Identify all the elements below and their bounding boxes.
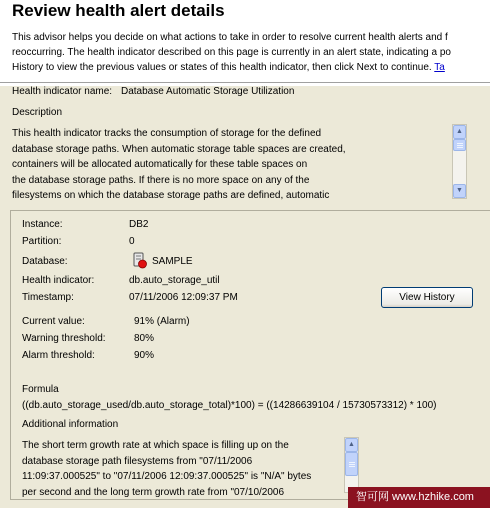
description-text <box>12 126 442 204</box>
description-line: database storage paths. When automatic storage table spaces are created, <box>12 143 346 155</box>
intro-line-text: History to view the previous values or states of this health indicator, then click Next to continue. <box>12 62 432 73</box>
alarm-threshold-value: 90% <box>134 350 155 361</box>
formula-value: ((db.auto_storage_used/db.auto_storage_total)*100) = ((14286639104 / 15730573312) * 100) <box>22 400 437 411</box>
indicator-name-label: Health indicator name: <box>12 86 113 97</box>
instance-value: DB2 <box>129 219 149 230</box>
intro-line: This advisor helps you decide on what actions to take in order to resolve current health alerts and f <box>12 32 448 43</box>
scroll-up-arrow-icon[interactable]: ▲ <box>453 125 466 139</box>
additional-info-label: Additional information <box>22 419 119 430</box>
description-line: containers will be allocated automatically for these table spaces on <box>12 159 308 170</box>
instance-label: Instance: <box>22 219 63 230</box>
health-indicator-label: Health indicator: <box>22 275 95 286</box>
warning-threshold-value: 80% <box>134 333 155 344</box>
page-title: Review health alert details <box>12 1 225 20</box>
intro-text <box>12 30 490 75</box>
alarm-threshold-label: Alarm threshold: <box>22 350 95 361</box>
advisor-header <box>0 0 490 86</box>
scroll-up-arrow-icon[interactable]: ▲ <box>345 438 358 452</box>
description-label: Description <box>12 107 63 118</box>
additional-info-line: database storage path filesystems from "07/11/2006 <box>22 455 253 467</box>
additional-info-line: 11:09:37.000525" to "07/11/2006 12:09:37.000525" is "N/A" bytes <box>22 471 312 482</box>
additional-info-line: The short term growth rate at which space is filling up on the <box>22 440 289 451</box>
current-value-label: Current value: <box>22 316 85 327</box>
partition-label: Partition: <box>22 236 62 247</box>
scroll-thumb[interactable] <box>345 452 358 476</box>
additional-info-scrollbar[interactable] <box>344 437 359 493</box>
intro-link[interactable]: Ta <box>434 62 445 73</box>
intro-line: reoccurring. The health indicator described on this page is currently in an alert state, indicating a po <box>12 47 451 58</box>
timestamp-value: 07/11/2006 12:09:37 PM <box>129 292 238 303</box>
view-history-button[interactable]: View History <box>381 287 473 308</box>
description-line: This health indicator tracks the consumption of storage for the defined <box>12 128 322 139</box>
database-alarm-icon <box>133 252 147 269</box>
database-value: SAMPLE <box>152 256 193 267</box>
health-indicator-value: db.auto_storage_util <box>129 275 220 286</box>
database-label: Database: <box>22 256 68 267</box>
indicator-name-value: Database Automatic Storage Utilization <box>121 86 295 97</box>
formula-label: Formula <box>22 384 59 395</box>
header-divider <box>0 82 490 83</box>
scroll-thumb[interactable] <box>453 139 466 151</box>
description-line: the database storage paths. If there is no more space on any of the <box>12 174 310 186</box>
additional-info-text <box>22 438 311 500</box>
watermark-banner: 智可网 www.hzhike.com <box>348 487 490 508</box>
description-line: filesystems on which the database storage paths are defined, automatic <box>12 190 330 201</box>
partition-value: 0 <box>129 236 135 247</box>
timestamp-label: Timestamp: <box>22 292 74 303</box>
additional-info-line: per second and the long term growth rate from "07/10/2006 <box>22 486 285 498</box>
intro-line <box>12 60 490 75</box>
current-value: 91% (Alarm) <box>134 316 190 327</box>
description-scrollbar[interactable] <box>452 124 467 199</box>
scroll-down-arrow-icon[interactable]: ▼ <box>453 184 466 198</box>
warning-threshold-label: Warning threshold: <box>22 333 106 344</box>
